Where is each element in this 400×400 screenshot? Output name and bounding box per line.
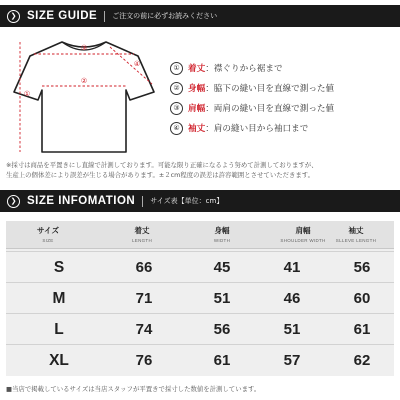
size-info-note: サイズ表【単位：cm】 [150,197,224,205]
cell-length: 76 [135,352,153,369]
cell-shoulder: 51 [283,321,301,338]
table-row [6,282,394,313]
header-cell-length [106,225,178,247]
table-row [6,251,394,282]
header-cell-sleeve [318,225,394,247]
legend-description: ：脇下の縫い目を直線で測った値 [205,84,335,94]
diagram-mark-4: ④ [133,60,141,68]
diagram-mark-1: ① [23,90,31,98]
cell-size: S [53,258,65,276]
legend-term: 着丈 [188,64,206,74]
diagram-mark-3: ③ [80,44,88,52]
header-sublabel: SLLEVE LENGTH [335,238,377,243]
legend-number: ② [170,82,183,95]
legend-term: 身幅 [188,84,206,94]
size-guide-title: SIZE GUIDE [27,10,98,22]
diagram-mark-2: ② [80,77,88,85]
cell-sleeve: 62 [353,352,371,369]
header-label: 肩幅 [295,226,311,235]
legend-item-shoulder [170,98,395,118]
cell-width: 56 [213,321,231,338]
chevron-right-icon: ❯ [7,10,20,23]
table-row [6,313,394,344]
size-info-header [0,190,400,212]
legend-term: 袖丈 [188,124,206,134]
cell-shoulder: 46 [283,290,301,307]
header-sublabel: WIDTH [213,238,231,243]
header-sublabel: LENGTH [131,238,153,243]
cell-width: 61 [213,352,231,369]
header-cell-width [186,225,258,247]
header-divider [104,11,105,22]
legend-number: ③ [170,102,183,115]
header-label: 袖丈 [348,226,364,235]
cell-size: XL [49,351,69,369]
disclaimer-line: ※採寸は商品を平置きにし直線で計測しております。可能な限り正確になるよう努めて計測しておりますが、 [6,161,318,169]
cell-shoulder: 57 [283,352,301,369]
chevron-right-icon: ❯ [7,195,20,208]
legend-description: ：両肩の縫い目を直線で測った値 [205,104,335,114]
header-label: 身幅 [214,226,230,235]
size-guide-header [0,5,400,27]
legend-item-width [170,78,395,98]
legend-description: ：肩の縫い目から袖口まで [205,124,309,134]
tshirt-illustration [10,36,158,156]
header-label: サイズ [37,226,59,235]
tshirt-outline [14,42,154,152]
cell-length: 66 [135,259,153,276]
cell-length: 74 [135,321,153,338]
legend-description: ：襟ぐりから裾まで [205,64,283,74]
cell-sleeve: 61 [353,321,371,338]
header-divider [142,196,143,207]
legend-item-length [170,58,395,78]
disclaimer-line: 生産上の個体差により誤差が生じる場合があります。±２cm程度の誤差は許容範囲とさせていただきます。 [6,171,315,179]
size-info-title: SIZE INFOMATION [27,195,136,207]
cell-size: M [52,289,66,307]
legend-term: 肩幅 [188,104,206,114]
header-sublabel: SIZE [42,238,54,243]
footer-note: ■当店で掲載しているサイズは当店スタッフが平置きで採寸した数値を計測しています。 [6,385,261,393]
measurement-disclaimer [6,160,396,180]
header-sublabel: SHOULDER WIDTH [280,238,326,243]
legend-item-sleeve [170,118,395,138]
cell-sleeve: 60 [353,290,371,307]
cell-width: 51 [213,290,231,307]
size-table [6,221,394,376]
cell-size: L [54,320,64,338]
legend-number: ④ [170,122,183,135]
cell-length: 71 [135,290,153,307]
cell-sleeve: 56 [353,259,371,276]
header-cell-size [14,225,82,247]
legend-number: ① [170,62,183,75]
cell-shoulder: 41 [283,259,301,276]
cell-width: 45 [213,259,231,276]
tshirt-measurement-diagram [10,36,158,156]
header-label: 着丈 [134,226,150,235]
table-row [6,344,394,375]
size-guide-note: ご注文の前に必ずお読みください [112,12,218,20]
table-header [6,221,394,249]
measurement-legend [170,58,395,138]
